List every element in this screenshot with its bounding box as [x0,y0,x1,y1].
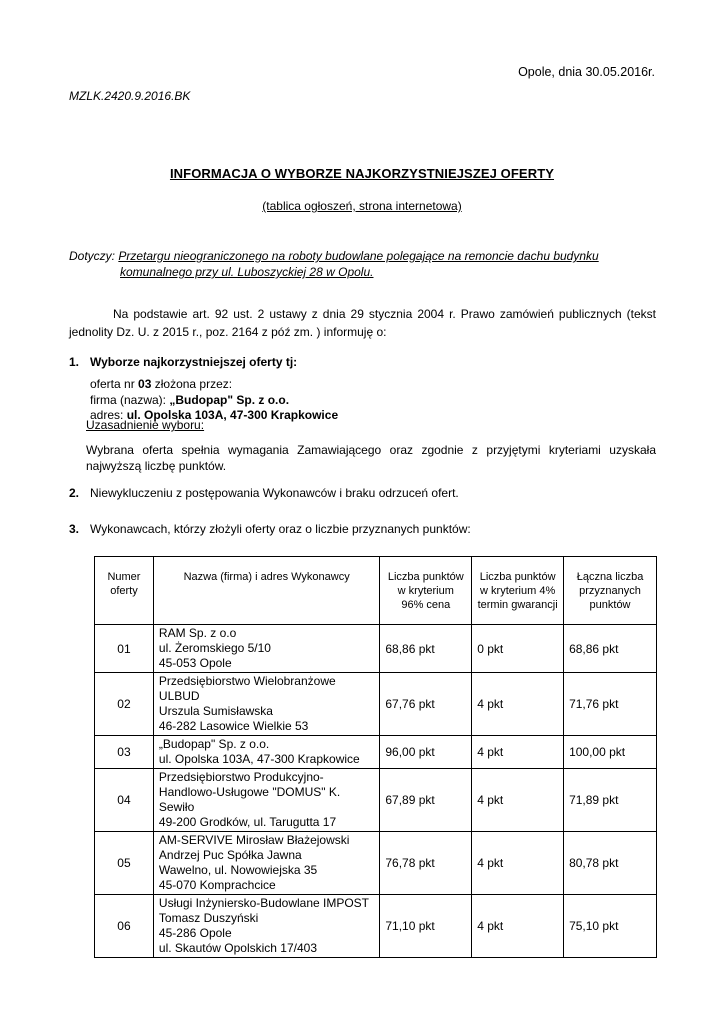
subject-line-1: Przetargu nieograniczonego na roboty budowlane polegające na remoncie dachu budynku [118,249,599,263]
subject-line-2: komunalnego przy ul. Luboszyckiej 28 w Opolu. [120,265,374,279]
cell-total-points: 71,89 pkt [564,769,657,832]
cell-contractor [153,625,379,673]
cell-contractor [153,769,379,832]
cell-total-points: 100,00 pkt [564,736,657,769]
table-row [95,625,657,673]
subject-block [69,248,659,280]
intro-text: Na podstawie art. 92 ust. 2 ustawy z dnia 29 stycznia 2004 r. Prawo zamówień publicznych (tekst jednolity Dz. U. z 2015 r., poz. 2164 z póź zm. ) informuję o: [69,307,656,339]
contractor-line: 49-200 Grodków, ul. Tarugutta 17 [158,815,337,829]
section-1-number: 1. [69,355,80,369]
offers-table [94,556,657,958]
cell-contractor [153,895,379,958]
firm-name: „Budopap" Sp. z o.o. [169,392,290,407]
offer-suffix: złożona przez: [151,377,233,391]
reference-number: MZLK.2420.9.2016.BK [69,89,191,103]
cell-warranty-points: 4 pkt [472,769,564,832]
cell-warranty-points: 4 pkt [472,673,564,736]
offer-number: 03 [138,377,152,391]
contractor-line: ul. Żeromskiego 5/10 [158,641,271,655]
contractor-line: Przedsiębiorstwo Wielobranżowe ULBUD [158,674,336,703]
table-row [95,673,657,736]
contractor-line: 46-282 Lasowice Wielkie 53 [158,719,309,733]
intro-paragraph [69,305,656,341]
header-contractor: Nazwa (firma) i adres Wykonawcy [153,557,379,625]
firm-prefix: firma (nazwa): [90,392,170,407]
cell-warranty-points: 4 pkt [472,736,564,769]
section-3-text: Wykonawcach, którzy złożyli oferty oraz o liczbie przyznanych punktów: [90,522,471,536]
section-1-title: Wyborze najkorzystniejszej oferty tj: [90,355,298,369]
cell-price-points: 96,00 pkt [380,736,472,769]
cell-contractor [153,832,379,895]
contractor-line: „Budopap" Sp. z o.o. [158,737,270,751]
contractor-line: Andrzej Puc Spółka Jawna [158,848,302,862]
table-header-row [95,557,657,625]
cell-price-points: 76,78 pkt [380,832,472,895]
header-total-points: Łączna liczba przyznanych punktów [564,557,657,625]
cell-offer-number: 02 [95,673,154,736]
document-subtitle: (tablica ogłoszeń, strona internetowa) [262,199,462,213]
contractor-line: RAM Sp. z o.o [158,626,237,640]
header-warranty-points: Liczba punktów w kryterium 4% termin gwarancji [472,557,564,625]
contractor-line: 45-053 Opole [158,656,232,670]
cell-total-points: 71,76 pkt [564,673,657,736]
firm-address: ul. Opolska 103A, 47-300 Krapkowice [126,408,339,422]
cell-price-points: 71,10 pkt [380,895,472,958]
contractor-line: Tomasz Duszyński [158,911,259,925]
section-2-number: 2. [69,486,80,500]
cell-offer-number: 05 [95,832,154,895]
cell-price-points: 67,89 pkt [380,769,472,832]
cell-warranty-points: 0 pkt [472,625,564,673]
cell-offer-number: 03 [95,736,154,769]
address-prefix: adres: [90,408,127,422]
contractor-line: Usługi Inżyniersko-Budowlane IMPOST [158,896,370,910]
contractor-line: ul. Skautów Opolskich 17/403 [158,941,318,955]
section-2 [69,486,459,500]
section-3-number: 3. [69,522,80,536]
contractor-line: Urszula Sumisławska [158,704,273,718]
contractor-line: Handlowo-Usługowe "DOMUS" K. Sewiło [158,785,341,814]
cell-total-points: 75,10 pkt [564,895,657,958]
justification-label: Uzasadnienie wyboru: [86,418,205,432]
section-2-text: Niewykluczeniu z postępowania Wykonawców i braku odrzuceń ofert. [90,486,459,500]
subject-label: Dotyczy: [69,249,116,263]
section-1-heading [69,355,297,369]
cell-warranty-points: 4 pkt [472,832,564,895]
header-offer-number: Numer oferty [95,557,154,625]
section-3 [69,522,471,536]
cell-offer-number: 01 [95,625,154,673]
cell-contractor [153,673,379,736]
cell-warranty-points: 4 pkt [472,895,564,958]
cell-total-points: 80,78 pkt [564,832,657,895]
header-price-points: Liczba punktów w kryterium 96% cena [380,557,472,625]
cell-price-points: 67,76 pkt [380,673,472,736]
contractor-line: Wawelno, ul. Nowowiejska 35 [158,863,318,877]
table-row [95,832,657,895]
offers-table-body [95,625,657,958]
table-row [95,736,657,769]
cell-offer-number: 06 [95,895,154,958]
cell-offer-number: 04 [95,769,154,832]
selected-offer-details [90,377,338,424]
contractor-line: AM-SERVIVE Mirosław Błażejowski [158,833,350,847]
contractor-line: ul. Opolska 103A, 47-300 Krapkowice [158,752,360,766]
table-row [95,769,657,832]
cell-price-points: 68,86 pkt [380,625,472,673]
contractor-line: 45-070 Komprachcice [158,878,276,892]
place-and-date: Opole, dnia 30.05.2016r. [518,65,655,79]
cell-total-points: 68,86 pkt [564,625,657,673]
offer-number-line [90,377,338,393]
offer-prefix: oferta nr [90,377,139,391]
contractor-line: 45-286 Opole [158,926,232,940]
cell-contractor [153,736,379,769]
contractor-line: Przedsiębiorstwo Produkcyjno- [158,770,324,784]
table-row [95,895,657,958]
document-title: INFORMACJA O WYBORZE NAJKORZYSTNIEJSZEJ OFERTY [169,166,555,181]
justification-text: Wybrana oferta spełnia wymagania Zamawiającego oraz zgodnie z przyjętymi kryteriami uzyskała najwyższą liczbę punktów. [86,443,656,473]
firm-line [90,393,338,409]
